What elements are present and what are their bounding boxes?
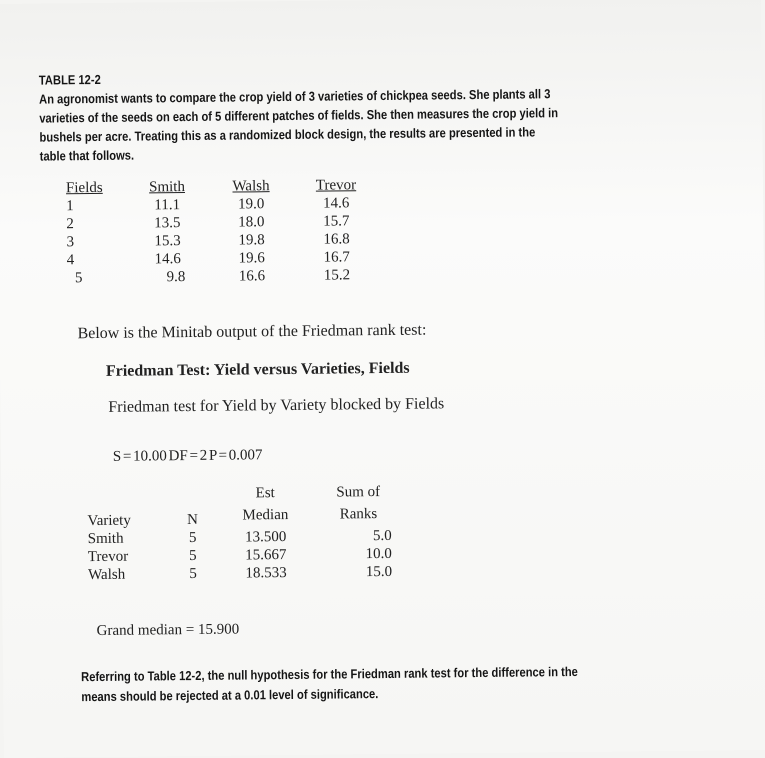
- smith-value: 11.1: [154, 197, 181, 214]
- trevor-value: 16.8: [323, 231, 350, 248]
- header-est: Est: [255, 485, 275, 502]
- question-line-2: means should be rejected at a 0.01 level of significance.: [81, 686, 379, 705]
- header-ranks: Ranks: [339, 506, 378, 523]
- table-row: [88, 563, 404, 584]
- yield-table: [66, 176, 377, 287]
- variety-median: 15.667: [245, 547, 287, 564]
- header-n: N: [186, 511, 198, 529]
- intro-line-4: table that follows.: [39, 147, 135, 164]
- variety-n: 5: [188, 529, 197, 547]
- table-label: TABLE 12-2: [38, 71, 101, 88]
- trevor-value: 15.2: [323, 267, 351, 284]
- variety-rank-sum: 5.0: [372, 527, 392, 545]
- intro-line-2: varieties of the seeds on each of 5 different patches of fields. She then measures the crop yield in: [39, 105, 559, 126]
- field-id: 2: [66, 216, 74, 233]
- table-row: [67, 266, 377, 287]
- header-trevor: Trevor: [315, 177, 357, 194]
- variety-name: Walsh: [87, 566, 126, 584]
- header-median: Median: [242, 506, 289, 524]
- trevor-value: 16.7: [323, 249, 350, 266]
- variety-name: Trevor: [87, 548, 129, 566]
- walsh-value: 19.0: [237, 196, 265, 213]
- minitab-intro: Below is the Minitab output of the Friedman rank test:: [77, 321, 427, 343]
- variety-n: 5: [189, 547, 197, 565]
- field-id: 4: [66, 252, 75, 269]
- trevor-value: 15.7: [323, 213, 350, 230]
- friedman-results-table: [87, 483, 404, 584]
- header-smith: Smith: [148, 179, 186, 196]
- test-subtitle: Friedman test for Yield by Variety blocked by Fields: [108, 395, 445, 416]
- field-id: 1: [66, 198, 74, 215]
- smith-value: 13.5: [154, 215, 181, 232]
- variety-rank-sum: 15.0: [365, 563, 393, 581]
- smith-value: 15.3: [154, 233, 181, 250]
- variety-rank-sum: 10.0: [365, 545, 392, 563]
- header-top-blank: [167, 485, 217, 504]
- grand-median: Grand median = 15.900: [96, 621, 240, 640]
- question-line-1: Referring to Table 12-2, the null hypothesis for the Friedman rank test for the difference in the: [81, 663, 578, 685]
- results-header-top: [87, 483, 403, 504]
- header-fields: Fields: [65, 179, 103, 197]
- variety-median: 18.533: [245, 565, 287, 582]
- intro-line-3: bushels per acre. Treating this as a randomized block design, the results are presented in the: [39, 124, 536, 145]
- walsh-value: 18.0: [238, 214, 265, 231]
- walsh-value: 16.6: [238, 268, 266, 285]
- variety-n: 5: [189, 565, 197, 583]
- variety-median: 13.500: [244, 529, 287, 546]
- header-walsh: Walsh: [232, 178, 270, 195]
- field-id: 3: [66, 234, 75, 251]
- walsh-value: 19.6: [238, 250, 265, 267]
- header-top-blank: [87, 485, 167, 504]
- field-id: 5: [74, 270, 83, 287]
- smith-value: 9.8: [166, 269, 186, 286]
- results-header: [87, 501, 403, 530]
- walsh-value: 19.8: [238, 232, 265, 249]
- stats-line: S = 10.00 DF = 2 P = 0.007: [112, 447, 263, 465]
- intro-line-1: An agronomist wants to compare the crop yield of 3 varieties of chickpea seeds. She plants all 3: [38, 86, 551, 107]
- variety-name: Smith: [87, 530, 124, 548]
- header-variety: Variety: [87, 512, 131, 530]
- test-title: Friedman Test: Yield versus Varieties, Fields: [105, 359, 410, 380]
- header-sum-of: Sum of: [336, 484, 381, 501]
- smith-value: 14.6: [154, 251, 181, 268]
- trevor-value: 14.6: [322, 195, 350, 212]
